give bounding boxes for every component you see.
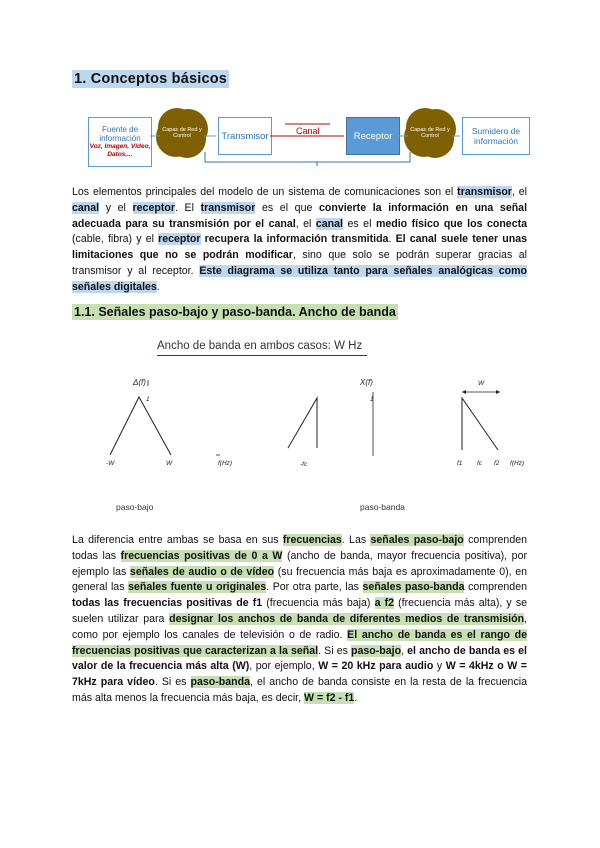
bandpass-f2: f2	[494, 460, 500, 467]
sink-label: Sumidero de información	[471, 126, 521, 146]
bandpass-fhz: f(Hz)	[510, 460, 525, 467]
noise-left-label: Capas de Red y Control	[162, 126, 202, 139]
lowpass-one: 1	[146, 396, 150, 403]
receiver-label: Receptor	[353, 130, 393, 142]
source-box	[88, 117, 152, 167]
intro-paragraph: Los elementos principales del modelo de un sistema de comunicaciones son el transmisor, el canal y el receptor. El transmisor es el que convierte la información en una señal adecuada para su transmisión por el canal, el canal es el medio físico que los conecta (cable, fibra) y el receptor recupera la información transmitida. El canal suele tener unas limitaciones que no se podrán modificar, sino que solo se podrán superar gracias al transmisor y al receptor. Este diagrama se utiliza tanto para señales analógicas como señales digitales.	[72, 186, 528, 293]
bandwidth-caption: Ancho de banda en ambos casos: W Hz	[157, 340, 367, 356]
transmitter-label: Transmisor	[221, 130, 269, 142]
lowpass-ylabel: Δ(f)	[133, 378, 146, 387]
w-arrow-right-head	[496, 390, 500, 394]
channel-label: Canal	[296, 126, 320, 136]
lowpass-pos-w: W	[166, 460, 173, 467]
bandpass-caption: paso-banda	[360, 502, 405, 512]
bandpass-fc: fc	[477, 460, 483, 467]
bandpass-ylabel: X(f)	[360, 378, 373, 387]
sink-box	[462, 117, 530, 155]
bandpass-neg-fc: -fc	[300, 461, 308, 468]
bandpass-f1: f1	[457, 460, 463, 467]
receiver-box	[346, 117, 400, 155]
bandpass-neg-shape	[288, 398, 317, 448]
lowpass-triangle	[110, 397, 171, 455]
explanation-paragraph: La diferencia entre ambas se basa en sus frecuencias. Las señales paso-bajo comprenden todas las frecuencias positivas de 0 a W (ancho de banda, mayor frecuencia positiva), por ejemplo las señales de audio o de vídeo (su frecuencia más baja es aproximadamente 0), en general las señales fuente u originales. Por otra parte, las señales paso-banda comprenden todas las frecuencias positivas de f1 (frecuencia más baja) a f2 (frecuencia más alta), y se suelen utilizar para designar los anchos de banda de diferentes medios de transmisión, como por ejemplo los canales de televisión o de radio. El ancho de banda es el rango de frecuencias positivas que caracterizan a la señal. Si es paso-bajo, el ancho de banda es el valor de la frecuencia más alta (W), por ejemplo, W = 20 kHz para audio y W = 4kHz o W = 7kHz para vídeo. Si es paso-banda, el ancho de banda consiste en la resta de la frecuencia más alta menos la frecuencia más baja, es decir, W = f2 - f1.	[72, 534, 528, 704]
section-heading: 1.1. Señales paso-bajo y paso-banda. Ancho de banda	[74, 305, 396, 319]
bandpass-one: 1	[370, 396, 374, 403]
lowpass-fhz: f(Hz)	[218, 460, 233, 467]
noise-right-label: Capas de Red y Control	[410, 126, 450, 139]
lowpass-caption: paso-bajo	[116, 502, 154, 512]
w-arrow-left-head	[462, 390, 466, 394]
noise-cloud-left	[159, 110, 205, 156]
source-sub: Voz, Imagen, Vídeo, Datos,...	[89, 143, 151, 158]
transmitter-box	[218, 117, 272, 155]
page-heading: 1. Conceptos básicos	[74, 71, 228, 87]
source-label: Fuente de información	[99, 125, 141, 143]
bandpass-pos-shape	[462, 398, 498, 450]
lowpass-neg-w: -W	[106, 460, 115, 467]
noise-cloud-right	[407, 110, 453, 156]
bandpass-w: W	[478, 380, 485, 387]
